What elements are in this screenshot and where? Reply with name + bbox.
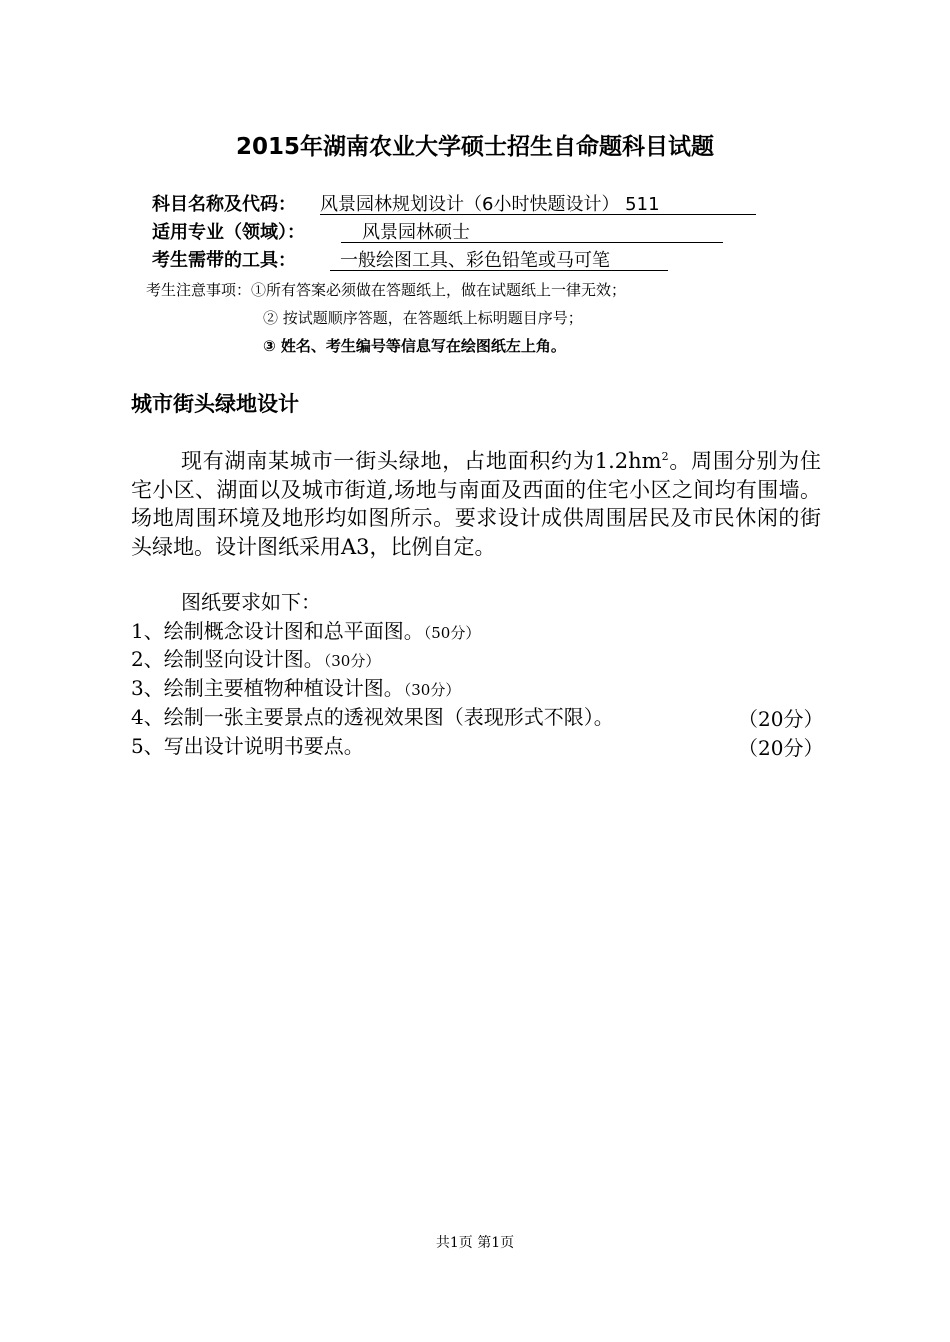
requirement-text: 3、绘制主要植物种植设计图。 [131, 676, 404, 700]
page-footer: 共1页 第1页 [435, 1235, 515, 1251]
paragraph-text-before: 现有湖南某城市一街头绿地，占地面积约为1.2hm [181, 449, 662, 473]
requirement-score: （50分） [423, 624, 481, 642]
requirement-text: 4、绘制一张主要景点的透视效果图（表现形式不限）。 [131, 705, 614, 729]
exam-title: 2015年湖南农业大学硕士招生自命题科目试题 [235, 134, 714, 160]
tools-underline [330, 270, 668, 271]
requirement-item [131, 701, 614, 730]
tools-label: 考生需带的工具： [152, 250, 296, 271]
note-item-2: ② 按试题顺序答题，在答题纸上标明题目序号； [263, 309, 583, 327]
paragraph-superscript: 2 [661, 450, 669, 463]
question-paragraph [131, 443, 821, 561]
major-value: 风景园林硕士 [362, 222, 470, 243]
requirement-item [131, 615, 480, 644]
requirement-score: （20分） [738, 736, 824, 760]
subject-underline [320, 214, 756, 215]
notes-line-1 [146, 279, 626, 300]
tools-value: 一般绘图工具、彩色铅笔或马可笔 [340, 250, 610, 271]
requirement-item [131, 672, 460, 701]
notes-label: 考生注意事项： [146, 281, 252, 299]
major-label: 适用专业（领域）： [152, 222, 305, 243]
note-item-1: ①所有答案必须做在答题纸上，做在试题纸上一律无效； [251, 281, 627, 299]
paragraph-text-after: 。周围分别为住宅小区、湖面以及城市街道,场地与南面及西面的住宅小区之间均有围墙。场地周围环境及地形均如图所示。要求设计成供周围居民及市民休闲的街头绿地。设计图纸采用A3，比例自定。 [131, 449, 822, 559]
note-item-3: ③ 姓名、考生编号等信息写在绘图纸左上角。 [263, 337, 566, 355]
requirement-item [131, 730, 364, 759]
requirement-item [131, 643, 380, 672]
major-row [152, 218, 772, 244]
requirement-score: （30分） [323, 652, 381, 670]
requirement-text: 1、绘制概念设计图和总平面图。 [131, 619, 424, 643]
requirement-score: （20分） [738, 707, 824, 731]
major-underline [341, 242, 723, 243]
tools-row [152, 246, 772, 272]
subject-value: 风景园林规划设计（6小时快题设计） 511 [320, 194, 660, 215]
section-title: 城市街头绿地设计 [131, 392, 299, 416]
subject-label: 科目名称及代码： [152, 194, 296, 215]
subject-row [152, 190, 772, 216]
requirement-text: 5、写出设计说明书要点。 [131, 734, 364, 758]
requirements-intro: 图纸要求如下： [181, 590, 321, 614]
requirement-score: （30分） [403, 681, 461, 699]
requirement-text: 2、绘制竖向设计图。 [131, 647, 324, 671]
